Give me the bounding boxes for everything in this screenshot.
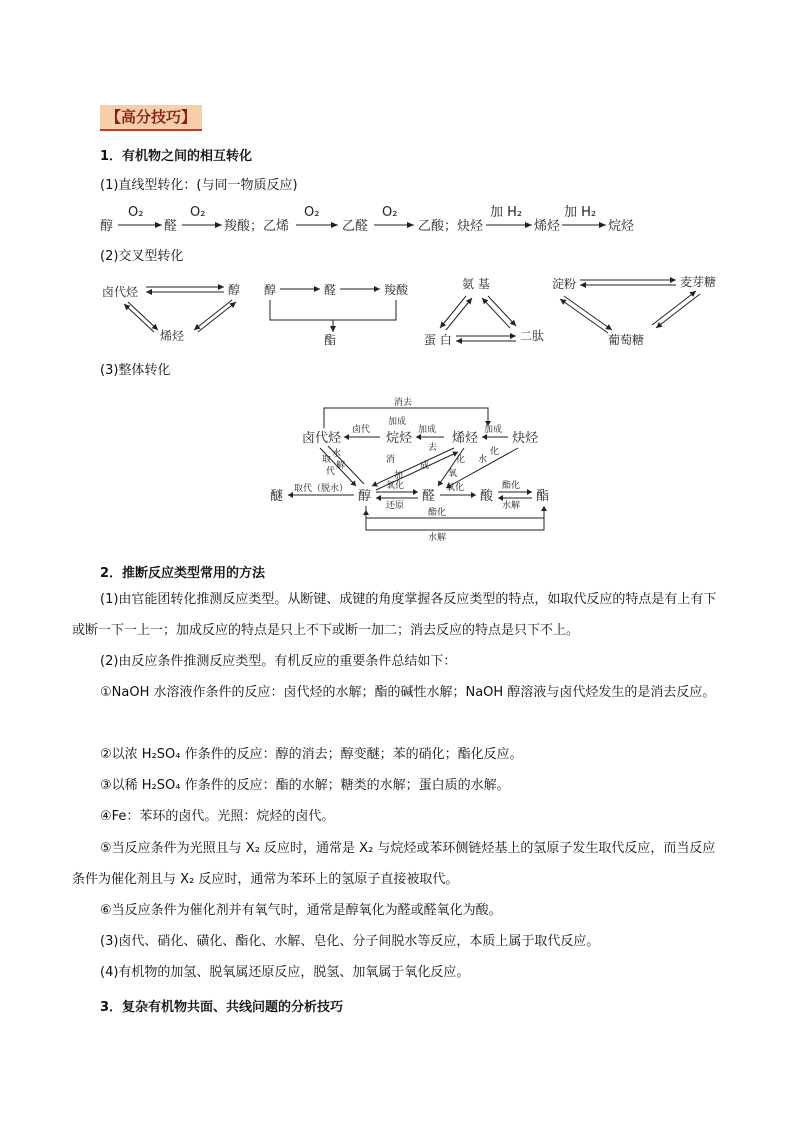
node-aldehyde: 醛 <box>422 489 436 504</box>
lbl-qu: 取 <box>322 455 332 465</box>
d1-alcohol: 醇 <box>228 283 241 297</box>
item-6: ⑥当反应条件为催化剂并有氧气时，通常是醇氧化为醛或醛氧化为酸。 <box>100 903 502 918</box>
para-overall: (3)整体转化 <box>100 363 171 378</box>
node-alkyne: 炔烃 <box>512 431 539 446</box>
lbl-qu2: 去 <box>428 443 438 453</box>
lbl-ether: 取代（脱水） <box>294 484 349 494</box>
lbl-yang: 氧 <box>448 469 458 479</box>
para-2-2: (2)由反应条件推测反应类型。有机反应的重要条件总结如下： <box>100 654 457 669</box>
item-4: ④Fe：苯环的卤代。光照：烷烃的卤代。 <box>100 809 335 824</box>
d2-alcohol: 醇 <box>264 283 277 297</box>
d2-ester: 酯 <box>324 333 337 347</box>
d3-dipeptide: 二肽 <box>520 329 545 343</box>
item-5: ⑤当反应条件为光照且与 X₂ 反应时，通常是 X₂ 与烷烃或苯环侧链烃基上的氢原子发生取代反应，而当反应条件为催化剂且与 X₂ 反应时，通常为苯环上的氢原子直接被取代。 <box>72 841 716 887</box>
heading-2: 2．推断反应类型常用的方法 <box>100 566 266 581</box>
d1-alkene: 烯烃 <box>160 329 185 343</box>
lbl-esterify2: 酯化 <box>428 508 447 518</box>
chain-node: 羧酸；乙烯 <box>224 219 290 234</box>
node-halo: 卤代烃 <box>302 431 342 446</box>
lbl-ox2: 氧化 <box>446 483 465 493</box>
linear-chain-diagram <box>96 200 656 240</box>
chain-label: O₂ <box>382 205 398 220</box>
lbl-hydro: 水解 <box>502 501 521 511</box>
heading-3: 3．复杂有机物共面、共线问题的分析技巧 <box>100 1000 344 1015</box>
lbl-add1: 加成 <box>418 425 437 435</box>
d2-aldehyde: 醛 <box>324 283 337 297</box>
item-2: ②以浓 H₂SO₄ 作条件的反应：醇的消去；醇变醚；苯的硝化；酯化反应。 <box>100 747 523 762</box>
node-ether: 醚 <box>270 489 284 504</box>
chain-node: 醛 <box>164 219 178 234</box>
lbl-red: 还原 <box>386 501 405 511</box>
node-alcohol: 醇 <box>358 489 372 504</box>
lbl-hua: 化 <box>456 455 466 465</box>
lbl-halo: 卤代 <box>352 425 371 435</box>
chain-label: O₂ <box>304 205 320 220</box>
lbl-shui2: 水 <box>478 455 488 465</box>
lbl-hydro2: 水解 <box>428 533 447 542</box>
node-alkane: 烷烃 <box>386 431 413 446</box>
chain-node: 醇 <box>100 219 114 234</box>
lbl-add3: 加成 <box>388 417 407 427</box>
lbl-jie: 解 <box>336 461 346 471</box>
lbl-shui: 水 <box>332 449 342 459</box>
d4-starch: 淀粉 <box>552 277 577 291</box>
d3-amino: 氨 基 <box>462 277 490 291</box>
cross-diagrams <box>96 270 736 355</box>
para-cross: (2)交叉型转化 <box>100 249 184 264</box>
chain-label: 加 H₂ <box>490 205 523 220</box>
overall-diagram <box>268 392 558 542</box>
item-1: ①NaOH 水溶液作条件的反应：卤代烃的水解；酯的碱性水解；NaOH 醇溶液与卤代烃发生的是消去反应。 <box>100 685 716 700</box>
para-2-4: (4)有机物的加氢、脱氧属还原反应，脱氢、加氧属于氧化反应。 <box>100 965 470 980</box>
chain-node: 乙酸；炔烃 <box>418 219 484 234</box>
lbl-ox1: 氧化 <box>386 481 405 491</box>
lbl-xiao: 消 <box>386 455 396 465</box>
d4-glucose: 葡萄糖 <box>608 333 645 347</box>
para-2-3: (3)卤代、硝化、磺化、酯化、水解、皂化、分子间脱水等反应，本质上属于取代反应。 <box>100 934 600 949</box>
node-alkene: 烯烃 <box>452 431 479 446</box>
item-3: ③以稀 H₂SO₄ 作条件的反应：酯的水解；糖类的水解；蛋白质的水解。 <box>100 778 510 793</box>
lbl-esterify: 酯化 <box>502 481 521 491</box>
d2-acid: 羧酸 <box>384 283 409 297</box>
chain-node: 烷烃 <box>608 219 635 234</box>
chain-node: 烯烃 <box>534 219 561 234</box>
lbl-dai: 代 <box>326 467 336 477</box>
lbl-cheng: 成 <box>420 461 430 471</box>
heading-1: 1．有机物之间的相互转化 <box>100 149 253 164</box>
chain-label: O₂ <box>190 205 206 220</box>
lbl-top: 消去 <box>394 398 413 408</box>
lbl-add2: 加成 <box>484 425 503 435</box>
node-ester: 酯 <box>536 489 550 504</box>
d4-maltose: 麦芽糖 <box>680 275 717 289</box>
para-linear: (1)直线型转化：(与同一物质反应) <box>100 178 298 193</box>
lbl-jia: 加 <box>394 471 404 481</box>
chain-label: O₂ <box>128 205 144 220</box>
node-acid: 酸 <box>480 489 494 504</box>
lbl-hua2: 化 <box>490 447 500 457</box>
d3-protein: 蛋 白 <box>424 333 452 347</box>
chain-label: 加 H₂ <box>564 205 597 220</box>
para-2-1: (1)由官能团转化推测反应类型。从断键、成键的角度掌握各反应类型的特点，如取代反应的特点是有上有下或断一下一上一；加成反应的特点是只上不下或断一加二；消去反应的特点是只下不上。 <box>72 592 717 638</box>
section-tag: 【高分技巧】 <box>100 105 202 131</box>
chain-node: 乙醛 <box>342 219 369 234</box>
d1-halo: 卤代烃 <box>102 285 139 299</box>
